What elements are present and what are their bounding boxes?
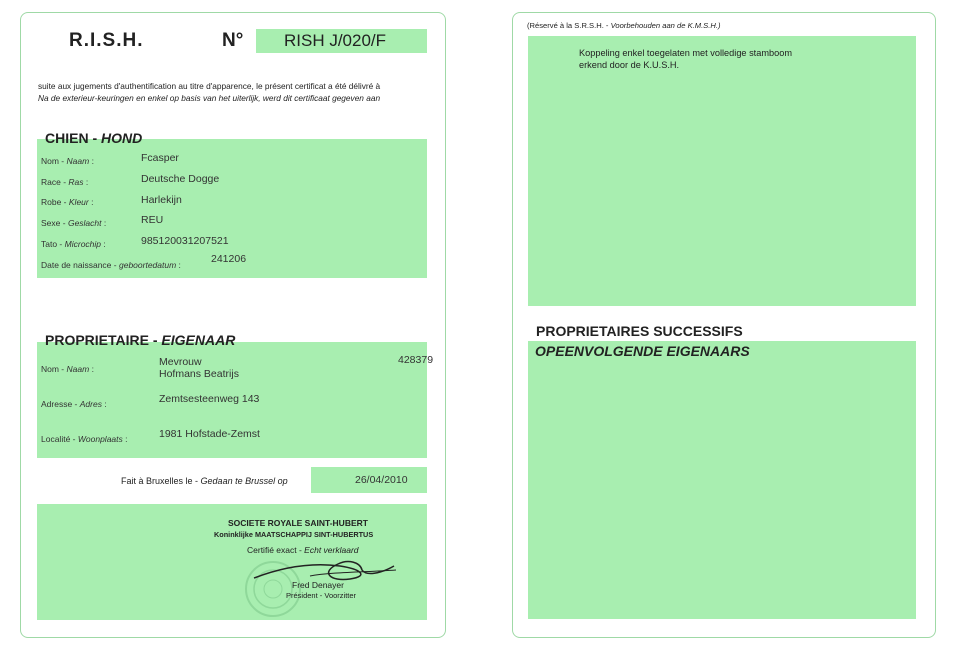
label-fr: Date de naissance - [41, 260, 117, 270]
dog-microchip-label: Tato - Microchip : [41, 239, 106, 249]
owner-title-nl: EIGENAAR [161, 332, 236, 348]
owner-id: 428379 [398, 354, 434, 366]
dog-breed-value: Deutsche Dogge [141, 173, 220, 185]
dog-sex-value: REU [141, 214, 164, 226]
dog-name-label: Nom - Naam : [41, 156, 94, 166]
signatory-role: Président - Voorzitter [286, 591, 357, 600]
label-nl: Kleur [68, 197, 89, 207]
dog-section-title [45, 130, 142, 146]
dog-title-nl: HOND [101, 130, 143, 146]
owner-name-label: Nom - Naam : [41, 364, 94, 374]
owner-address-label: Adresse - Adres : [41, 399, 107, 409]
label-nl: Naam [66, 156, 90, 166]
dog-sex-label: Sexe - Geslacht : [41, 218, 107, 228]
successive-owners-title-fr: PROPRIETAIRES SUCCESSIFS [536, 323, 743, 339]
owner-title-fr: PROPRIETAIRE - [45, 332, 158, 348]
label-fr: Robe - [41, 197, 67, 207]
label-fr: Adresse - [41, 399, 78, 409]
label-fr: Nom - [41, 156, 65, 166]
society-name-nl: Koninklijke MAATSCHAPPIJ SINT-HUBERTUS [214, 530, 374, 539]
successive-owners-title-nl: OPEENVOLGENDE EIGENAARS [535, 343, 750, 359]
mating-note-line2: erkend door de K.U.S.H. [579, 60, 680, 70]
reserved-nl: Voorbehouden aan de K.M.S.H.) [610, 21, 721, 30]
dog-color-label: Robe - Kleur : [41, 197, 94, 207]
owner-name-line1: Mevrouw [159, 356, 202, 368]
signatory-name: Fred Denayer [292, 580, 344, 590]
issued-label [121, 476, 288, 486]
society-name-fr: SOCIETE ROYALE SAINT-HUBERT [228, 518, 368, 528]
label-nl: Naam [66, 364, 90, 374]
successive-owners-box [528, 341, 916, 619]
dog-color-value: Harlekijn [141, 194, 182, 206]
certified-nl: Echt verklaard [304, 545, 359, 555]
reserved-box [528, 36, 916, 306]
label-nl: Woonplaats [77, 434, 123, 444]
intro-text-fr: suite aux jugements d'authentification au titre d'apparence, le présent certificat a été délivré à [38, 81, 381, 91]
mating-note-line1: Koppeling enkel toegelaten met volledige stamboom [579, 48, 792, 58]
intro-text-nl: Na de exterieur-keuringen en enkel op basis van het uiterlijk, werd dit certificaat gegeven aan [38, 93, 381, 103]
owner-section-title [45, 332, 235, 348]
number-label: N° [222, 30, 244, 51]
reserved-fr: (Réservé à la S.R.S.H. - [527, 21, 609, 30]
owner-name-line2: Hofmans Beatrijs [159, 368, 239, 380]
label-nl: Adres [79, 399, 102, 409]
label-nl: geboortedatum [118, 260, 177, 270]
issued-label-fr: Fait à Bruxelles le - [121, 476, 199, 486]
label-fr: Nom - [41, 364, 65, 374]
label-fr: Tato - [41, 239, 63, 249]
signature-stroke [254, 562, 394, 580]
label-fr: Localité - [41, 434, 76, 444]
certified-fr: Certifié exact - [247, 545, 302, 555]
label-nl: Geslacht [67, 218, 102, 228]
issued-label-nl: Gedaan te Brussel op [200, 476, 288, 486]
dog-name-value: Fcasper [141, 152, 179, 164]
label-fr: Sexe - [41, 218, 66, 228]
label-nl: Microchip [64, 239, 102, 249]
owner-locality-value: 1981 Hofstade-Zemst [159, 428, 260, 440]
dog-breed-label: Race - Ras : [41, 177, 89, 187]
issued-date-value: 26/04/2010 [355, 474, 408, 486]
owner-locality-label: Localité - Woonplaats : [41, 434, 128, 444]
label-nl: Ras [68, 177, 84, 187]
dog-microchip-value: 985120031207521 [141, 235, 229, 247]
dog-birthdate-value: 241206 [211, 253, 247, 265]
certificate-number: RISH J/020/F [284, 31, 387, 50]
label-fr: Race - [41, 177, 67, 187]
dog-title-fr: CHIEN - [45, 130, 98, 146]
owner-address-value: Zemtsesteenweg 143 [159, 393, 260, 405]
dog-birthdate-label: Date de naissance - geboortedatum : [41, 260, 181, 270]
rish-title: R.I.S.H. [69, 30, 144, 51]
reserved-header [527, 21, 720, 30]
signature-flourish [310, 570, 396, 576]
